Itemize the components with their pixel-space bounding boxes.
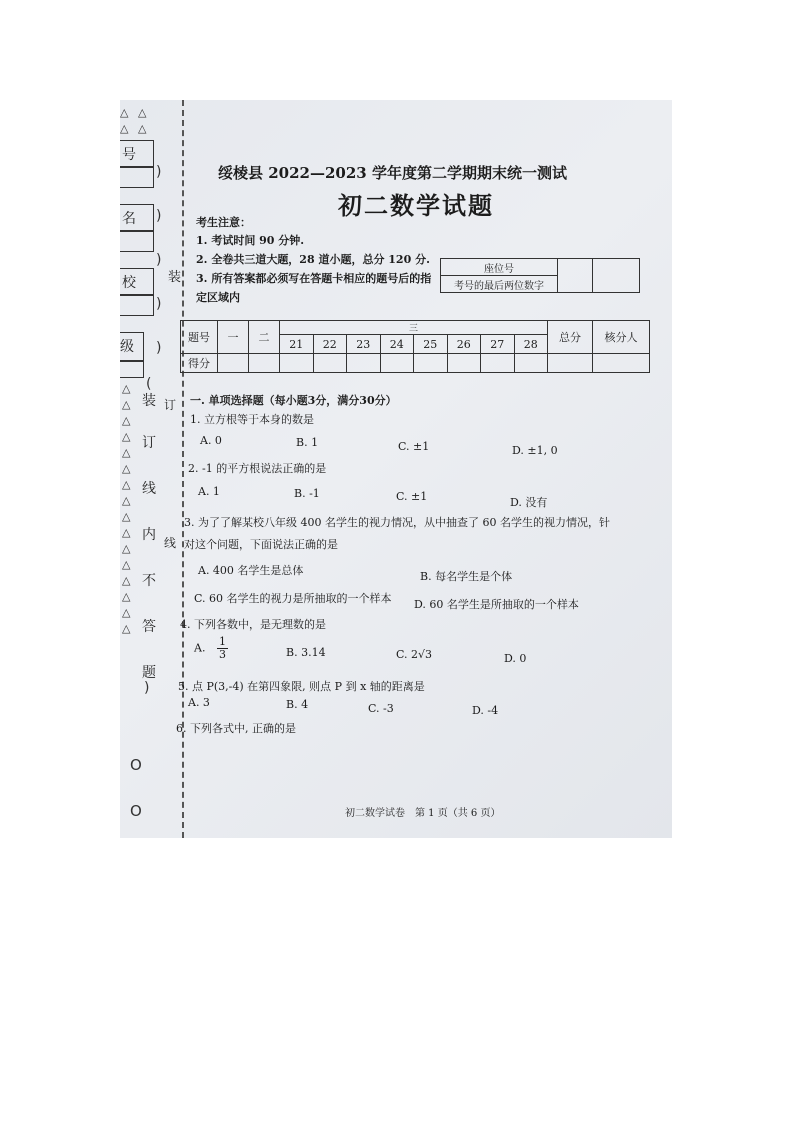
seat-number-label: 座位号 (441, 259, 558, 276)
triangle-mark: △ (120, 122, 129, 135)
option: C. -3 (368, 702, 394, 715)
option: A. 1 (198, 485, 220, 498)
score-cell[interactable] (280, 354, 314, 373)
option: C. 60 名学生的视力是所抽取的一个样本 (194, 592, 392, 605)
option: C. 2√3 (396, 648, 433, 661)
triangle-mark: △ (122, 574, 131, 587)
option: C. ±1 (396, 490, 428, 503)
fraction-denominator: 3 (218, 648, 226, 661)
field-label-class: 级 (120, 339, 134, 355)
score-cell[interactable] (593, 354, 650, 373)
option: B. 1 (296, 436, 319, 449)
option-with-fraction (194, 636, 228, 661)
side-mark: 线 (164, 536, 177, 550)
option: B. 每名学生是个体 (420, 570, 513, 583)
notice-item: 3. 所有答案都必须写在答题卡相应的题号后的指 (196, 272, 432, 285)
score-row-label: 题号 (181, 321, 218, 354)
question-text: 2. -1 的平方根说法正确的是 (188, 462, 327, 475)
page-title: 初二数学试题 (338, 191, 494, 220)
score-cell[interactable] (481, 354, 515, 373)
triangle-mark: △ (122, 542, 131, 555)
page-footer: 初二数学试卷 第 1 页（共 6 页） (345, 808, 501, 819)
binding-paren: ) (156, 164, 162, 180)
side-mark: 订 (164, 398, 177, 412)
class-input-box[interactable] (120, 360, 144, 378)
triangle-mark: △ (120, 106, 129, 119)
option-letter: A. (194, 641, 206, 655)
score-cell[interactable] (249, 354, 280, 373)
triangle-mark: △ (122, 430, 131, 443)
score-cell[interactable] (414, 354, 448, 373)
score-cell[interactable] (313, 354, 347, 373)
score-cell[interactable] (548, 354, 593, 373)
seat-number-cell[interactable] (558, 259, 593, 293)
question-number: 21 (280, 335, 314, 354)
option: A. 3 (188, 696, 210, 709)
score-section-2: 二 (249, 321, 280, 354)
score-cell[interactable] (347, 354, 381, 373)
option: A. 400 名学生是总体 (198, 564, 304, 577)
option: D. 60 名学生是所抽取的一个样本 (414, 598, 579, 611)
school-input-box[interactable] (120, 294, 154, 316)
option: A. 0 (200, 434, 222, 447)
triangle-mark: △ (122, 382, 131, 395)
score-checker-header: 核分人 (593, 321, 650, 354)
option: D. 没有 (510, 496, 548, 509)
binding-label-zhuang: 装 (168, 270, 182, 285)
vertical-char: 题 (142, 665, 156, 681)
score-section-3: 三 (280, 321, 548, 335)
seat-number-cell[interactable] (593, 259, 640, 293)
triangle-mark: △ (122, 462, 131, 475)
question-number: 27 (481, 335, 515, 354)
field-label-name: 名 (122, 211, 136, 227)
question-number: 26 (447, 335, 481, 354)
question-text: 3. 为了了解某校八年级 400 名学生的视力情况，从中抽查了 60 名学生的视力情况，针 (184, 516, 610, 529)
score-section-1: 一 (218, 321, 249, 354)
triangle-mark: △ (122, 510, 131, 523)
exam-header-line: 绥棱县 2022—2023 学年度第二学期期末统一测试 (218, 164, 567, 182)
binding-hole-circle: O (130, 756, 142, 774)
question-number: 24 (380, 335, 414, 354)
triangle-mark: △ (122, 478, 131, 491)
seat-number-table (440, 258, 640, 293)
option: D. -4 (472, 704, 499, 717)
question-number: 23 (347, 335, 381, 354)
triangle-mark: △ (122, 558, 131, 571)
vertical-char: 不 (142, 573, 156, 589)
triangle-mark: △ (122, 446, 131, 459)
score-total-header: 总分 (548, 321, 593, 354)
option: B. -1 (294, 487, 320, 500)
question-text-cont: 对这个问题，下面说法正确的是 (184, 538, 338, 551)
score-cell[interactable] (514, 354, 548, 373)
score-cell[interactable] (218, 354, 249, 373)
question-number: 25 (414, 335, 448, 354)
triangle-mark: △ (122, 398, 131, 411)
exam-page-photo (120, 100, 672, 838)
question-text: 6. 下列各式中, 正确的是 (176, 722, 296, 735)
binding-paren: ) (156, 340, 162, 356)
triangle-mark: △ (122, 494, 131, 507)
vertical-char: 线 (142, 481, 156, 497)
vertical-paren-open: ( (146, 376, 152, 392)
option: D. 0 (504, 652, 527, 665)
seat-number-hint: 考号的最后两位数字 (441, 276, 558, 293)
option: B. 3.14 (286, 646, 326, 659)
question-text: 4. 下列各数中，是无理数的是 (180, 618, 326, 631)
vertical-char: 装 (142, 393, 156, 409)
question-text: 5. 点 P(3,-4) 在第四象限, 则点 P 到 x 轴的距离是 (178, 680, 425, 693)
question-number: 22 (313, 335, 347, 354)
binding-paren: ) (156, 296, 162, 312)
question-text: 1. 立方根等于本身的数是 (190, 413, 314, 426)
vertical-char: 订 (142, 435, 156, 451)
vertical-char: 内 (142, 527, 156, 543)
triangle-mark: △ (122, 622, 131, 635)
triangle-mark: △ (138, 106, 147, 119)
notice-item: 2. 全卷共三道大题，28 道小题，总分 120 分. (196, 253, 430, 266)
name-input-box[interactable] (120, 230, 154, 252)
field-label-school: 校 (122, 275, 136, 291)
binding-hole-circle: O (130, 802, 142, 820)
vertical-char: 答 (142, 619, 156, 635)
score-table (180, 320, 650, 373)
option: C. ±1 (398, 440, 430, 453)
section-heading: 一. 单项选择题（每小题3分，满分30分） (190, 394, 397, 407)
binding-paren: ) (156, 252, 162, 268)
triangle-mark: △ (122, 526, 131, 539)
option: D. ±1, 0 (512, 444, 558, 457)
binding-paren: ) (156, 208, 162, 224)
triangle-mark: △ (122, 590, 131, 603)
triangle-mark: △ (138, 122, 147, 135)
option: B. 4 (286, 698, 309, 711)
triangle-mark: △ (122, 414, 131, 427)
notice-item: 定区域内 (196, 291, 240, 304)
triangle-mark: △ (122, 606, 131, 619)
field-label-number: 号 (122, 147, 136, 163)
question-number: 28 (514, 335, 548, 354)
notice-heading: 考生注意： (196, 216, 251, 229)
score-cell[interactable] (447, 354, 481, 373)
score-row-label: 得分 (181, 354, 218, 373)
exam-number-input-box[interactable] (120, 166, 154, 188)
fraction (217, 636, 228, 661)
fraction-numerator: 1 (218, 635, 226, 648)
vertical-paren-close: ) (144, 680, 150, 696)
score-cell[interactable] (380, 354, 414, 373)
notice-item: 1. 考试时间 90 分钟. (196, 234, 305, 247)
